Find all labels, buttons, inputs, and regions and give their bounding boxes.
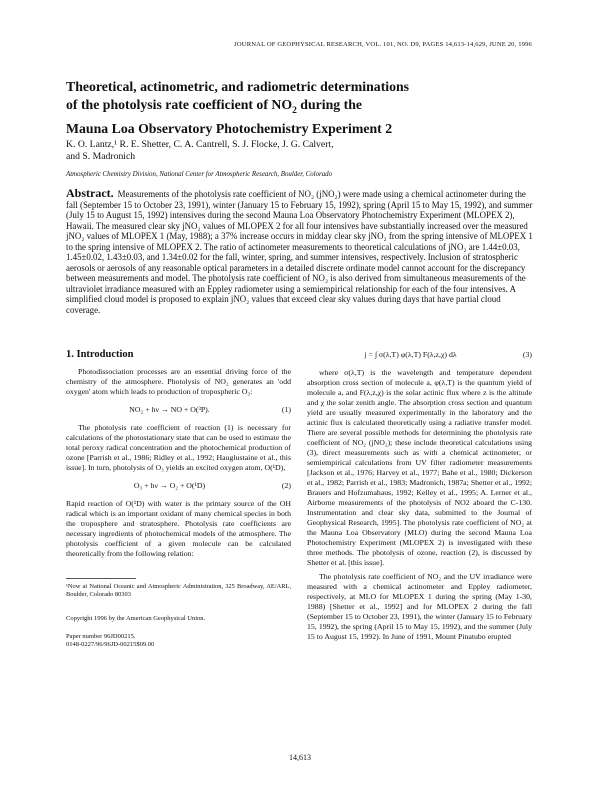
title-line-1: Theoretical, actinometric, and radiometric determinations — [66, 79, 410, 94]
running-head: JOURNAL OF GEOPHYSICAL RESEARCH, VOL. 101, NO. D9, PAGES 14,613-14,629, JUNE 20, 1996 — [234, 41, 532, 48]
equation-1-text: NO₂ + hν → NO + O(³P). — [129, 405, 210, 414]
equation-2-text: O₃ + hν → O₂ + O(¹D) — [133, 481, 206, 490]
equation-3 — [307, 350, 532, 360]
intro-paragraph-3: Rapid reaction of O(¹D) with water is the primary source of the OH radical which is an important oxidant of many chemical species in both the troposphere and stratosphere. Photolysis rate coefficients are necessary ingredients of photochemical models of the atmosphere. The photolysis coefficient of a given molecule can be calculated theoretically from the following relation: — [66, 499, 291, 558]
authors-line-2: and S. Madronich — [66, 151, 136, 162]
footnote-rule — [66, 578, 136, 579]
equation-3-number: (3) — [522, 350, 532, 359]
affiliation: Atmospheric Chemistry Division, National Center for Atmospheric Research, Boulder, Colorado — [66, 171, 333, 178]
issn-code: 0148-0227/96/96JD-00215$09.00 — [66, 641, 155, 648]
author-list — [66, 139, 536, 163]
authors-line-1: K. O. Lantz,¹ R. E. Shetter, C. A. Cantrell, S. J. Flocke, J. G. Calvert, — [66, 139, 334, 150]
equation-2 — [66, 481, 291, 491]
equation-2-number: (2) — [281, 481, 291, 490]
abstract — [66, 188, 536, 315]
right-column — [307, 350, 532, 642]
title-line-2b: during the — [296, 97, 362, 112]
paper-title — [66, 78, 536, 138]
equation-1 — [66, 405, 291, 415]
section-heading-introduction: 1. Introduction — [66, 349, 134, 360]
title-subscript: 2 — [292, 105, 297, 116]
left-column — [66, 350, 291, 649]
right-paragraph-1: where σ(λ,T) is the wavelength and temperature dependent absorption cross section of molecule a, φ(λ,T) is the quantum yield of molecule a, and F(λ,z,χ) is the solar actinic flux where z is the altitude and χ the solar zenith angle. The absorption cross section and quantum yield are usually measured experimentally in the laboratory and the actinic flux is calculated theoretically using a radiative transfer model. There are several possible methods for determining the photolysis rate coefficient of NO₂ (jNO₂); these include theoretical calculations using (3), direct measurements such as with a chemical actinometer, or semiempirical calculations from UV filter radiometer measurements [Jackson et al., 1976; Harvey et al., 1977; Bahe et al., 1980; Dickerson et al., 1982; Parrish et al., 1983; Madronich, 1987a; Shetter et al., 1992; Brauers and Hofzumahaus, 1992; Kelley et al., 1995; A. Lerner et al., Airborne measurements of the photolysis of NO2 aboard the C-130. Instrumentation and clear sky data, submitted to the Journal of Geophysical Research, 1995]. The photolysis rate coefficient of NO₂ at the Mauna Loa Observatory (MLO) during the second Mauna Loa Photochemistry Experiment (MLOPEX 2) is investigated with these three methods. The photolysis of ozone, reaction (2), is discussed by Shetter et al. [this issue]. — [307, 368, 532, 567]
paper-number: Paper number 96JD00215. — [66, 633, 136, 640]
intro-paragraph-2: The photolysis rate coefficient of reaction (1) is necessary for calculations of the photostationary state that can be used to estimate the total peroxy radical concentration and the photochemical production of ozone [Parrish et al., 1986; Ridley et al., 1992; Hauglustaine et al., this issue]. In turn, photolysis of O₃ yields an excited oxygen atom, O(¹D), — [66, 423, 291, 472]
title-line-3: Mauna Loa Observatory Photochemistry Experiment 2 — [66, 120, 393, 136]
equation-3-text: j = ∫ σ(λ,T) φ(λ,T) F(λ,z,χ) dλ — [364, 350, 457, 359]
abstract-text: Measurements of the photolysis rate coefficient of NO₂ (jNO₂) were made using a chemical actinometer during the fall (September 15 to October 23, 1991), winter (January 15 to February 15, 1992), spring (April 15 to May 15, 1992), and summer (July 15 to August 15, 1992) intensives during the second Mauna Loa Observatory Photochemistry Experiment (MLOPEX 2), Hawaii. The measured clear sky jNO₂ values of MLOPEX 2 for all four intensives have substantially increased over the measured jNO₂ values of MLOPEX 1 (May, 1988); a 37% increase occurs in midday clear sky jNO₂ from the spring intensive of MLOPEX 1 to the spring intensive of MLOPEX 2. The ratio of actinometer measurements to theoretical calculations of jNO₂ are 1.44±0.03, 1.45±0.02, 1.43±0.03, and 1.34±0.02 for the fall, winter, spring, and summer intensives, respectively. Inclusion of stratospheric aerosols or aerosols of any reasonable optical parameters in a detailed discrete ordinate model cannot account for the discrepancy between measurements and model. The photolysis rate coefficient of NO₂ is also derived from simultaneous measurements of the ultraviolet irradiance measured with an Eppley radiometer using a semiempirical relationship for each of the four intensives. A simplified cloud model is proposed to explain jNO₂ values that exceed clear sky values during days that have partial cloud coverage. — [66, 189, 533, 315]
page-number: 14,613 — [289, 753, 311, 762]
intro-paragraph-1: Photodissociation processes are an essential driving force of the chemistry of the atmosphere. Photolysis of NO₂ generates an 'odd oxygen' atom which leads to production of tropospheric O₃: — [66, 367, 291, 396]
author-footnote: ¹Now at National Oceanic and Atmospheric Administration, 325 Broadway, AE/ARL, Boulder, Colorado 80303 — [66, 583, 291, 598]
right-paragraph-2: The photolysis rate coefficient of NO₂ and the UV irradiance were measured with a chemical actinometer and Eppley radiometer, respectively, at MLO for MLOPEX 1 during the spring (May 1-30, 1988) [Shetter et al., 1992] and for MLOPEX 2 during the fall (September 15 to October 23, 1991), the winter (January 15 to February 15, 1992), the spring (April 15 to May 15, 1992), and the summer (July 15 to August 15, 1992). In June of 1991, Mount Pinatubo erupted — [307, 572, 532, 641]
title-line-2a: of the photolysis rate coefficient of NO — [66, 97, 293, 112]
copyright-notice: Copyright 1996 by the American Geophysical Union. — [66, 615, 206, 622]
equation-1-number: (1) — [281, 405, 291, 414]
abstract-heading: Abstract. — [66, 186, 114, 200]
